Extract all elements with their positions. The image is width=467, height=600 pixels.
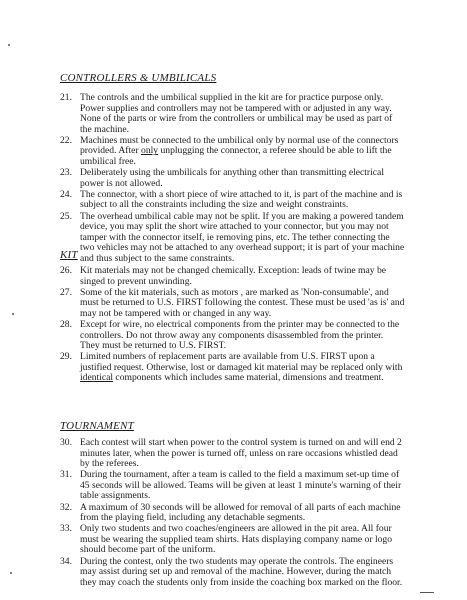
section-heading-tournament: TOURNAMENT — [60, 420, 134, 432]
rule-item — [60, 503, 405, 524]
rule-number: 26. — [60, 265, 72, 276]
rule-text: The controls and the umbilical supplied in the kit are for practice purpose only. Power supplies and controllers may not be tampered with or adjusted in any way. None of the parts or wire from the controllers or umbilical may be used as part of the machine. — [80, 92, 393, 135]
rule-item — [60, 212, 405, 265]
rule-item — [60, 190, 405, 211]
rule-item — [60, 352, 405, 384]
rule-number: 28. — [60, 318, 72, 330]
section-heading-kit: KIT — [60, 249, 78, 261]
rule-number: 30. — [60, 437, 72, 448]
scan-speck — [420, 592, 434, 593]
rule-text: During the contest, only the two students may operate the controls. The engineers may assist during set up and removal of the machine. However, during the match they may coach the students only from inside the coaching box marked on the floor. — [80, 555, 403, 588]
rule-text: Each contest will start when power to the control system is turned on and will end 2 minutes later, when the power is turned off, unless on rare occasions whistled dead by the referees. — [80, 437, 402, 470]
rule-text: Deliberately using the umbilicals for anything other than transmitting electrical power is not allowed. — [80, 167, 384, 189]
rule-text: Kit materials may not be changed chemically. Exception: leads of twine may be singed to prevent unwinding. — [80, 265, 387, 287]
rule-text: Only two students and two coaches/engineers are allowed in the pit area. All four must be wearing the supplied team shirts. Hats displaying company name or logo should become part of the uniform. — [80, 523, 393, 556]
rule-item — [60, 438, 405, 470]
section-tournament-list — [60, 438, 405, 589]
rule-text: Some of the kit materials, such as motors , are marked as 'Non-consumable', and must be returned to U.S. FIRST following the contest. These must be used 'as is' and may not be tampered with or changed in any way. — [80, 286, 405, 319]
rule-item — [60, 93, 405, 135]
rule-item — [60, 266, 405, 287]
section-controllers-list — [60, 93, 405, 265]
rule-item — [60, 168, 405, 189]
rule-number: 34. — [60, 555, 72, 567]
rule-number: 31. — [60, 469, 72, 481]
rule-number: 22. — [60, 134, 72, 146]
section-kit-list — [60, 266, 405, 385]
rule-item — [60, 557, 405, 589]
rule-text: The overhead umbilical cable may not be split. If you are making a powered tandem device, you may split the short wire attached to your connector, but you may not tamper with the connector itself, ie removing pins, etc. The tether connecting the two vehicles may not be attached to any overhead support; it is part of your machine and thus subject to the same constraints. — [80, 210, 405, 264]
rule-number: 23. — [60, 167, 72, 179]
rule-number: 29. — [60, 351, 72, 363]
rule-number: 25. — [60, 210, 72, 222]
section-heading-controllers: CONTROLLERS & UMBILICALS — [60, 72, 217, 84]
rule-text: Limited numbers of replacement parts are available from U.S. FIRST upon a justified request. Otherwise, lost or damaged kit material may be replaced only with identical components which includes same material, dimensions and treatment. — [80, 351, 403, 384]
scan-speck — [12, 313, 14, 315]
scan-speck — [8, 44, 10, 46]
rule-number: 32. — [60, 501, 72, 513]
rule-number: 27. — [60, 286, 72, 298]
rule-item — [60, 136, 405, 168]
rule-item — [60, 320, 405, 352]
rule-text: A maximum of 30 seconds will be allowed for removal of all parts of each machine from the playing field, including any detachable segments. — [80, 501, 401, 524]
rule-text: The connector, with a short piece of wire attached to it, is part of the machine and is subject to all the constraints including the size and weight constraints. — [80, 188, 403, 211]
rule-item — [60, 288, 405, 320]
rule-text: During the tournament, after a team is called to the field a maximum set-up time of 45 seconds will be allowed. Teams will be given at least 1 minute's warning of their table assignments. — [80, 469, 402, 502]
rule-text: Machines must be connected to the umbilical only by normal use of the connectors provided. After only unplugging the connector, a referee should be able to lift the umbilical free. — [80, 134, 399, 168]
rule-text: Except for wire, no electrical components from the printer may be connected to the controllers. Do not throw away any components disassembled from the printer. They must be returned to U.S. FIRST. — [80, 318, 400, 352]
rule-item — [60, 524, 405, 556]
underlined-word: only — [141, 145, 159, 157]
rule-item — [60, 470, 405, 502]
underlined-word: identical — [80, 372, 114, 384]
rule-number: 21. — [60, 92, 72, 103]
rule-number: 24. — [60, 188, 72, 200]
rule-number: 33. — [60, 523, 72, 535]
scan-speck — [10, 572, 12, 574]
